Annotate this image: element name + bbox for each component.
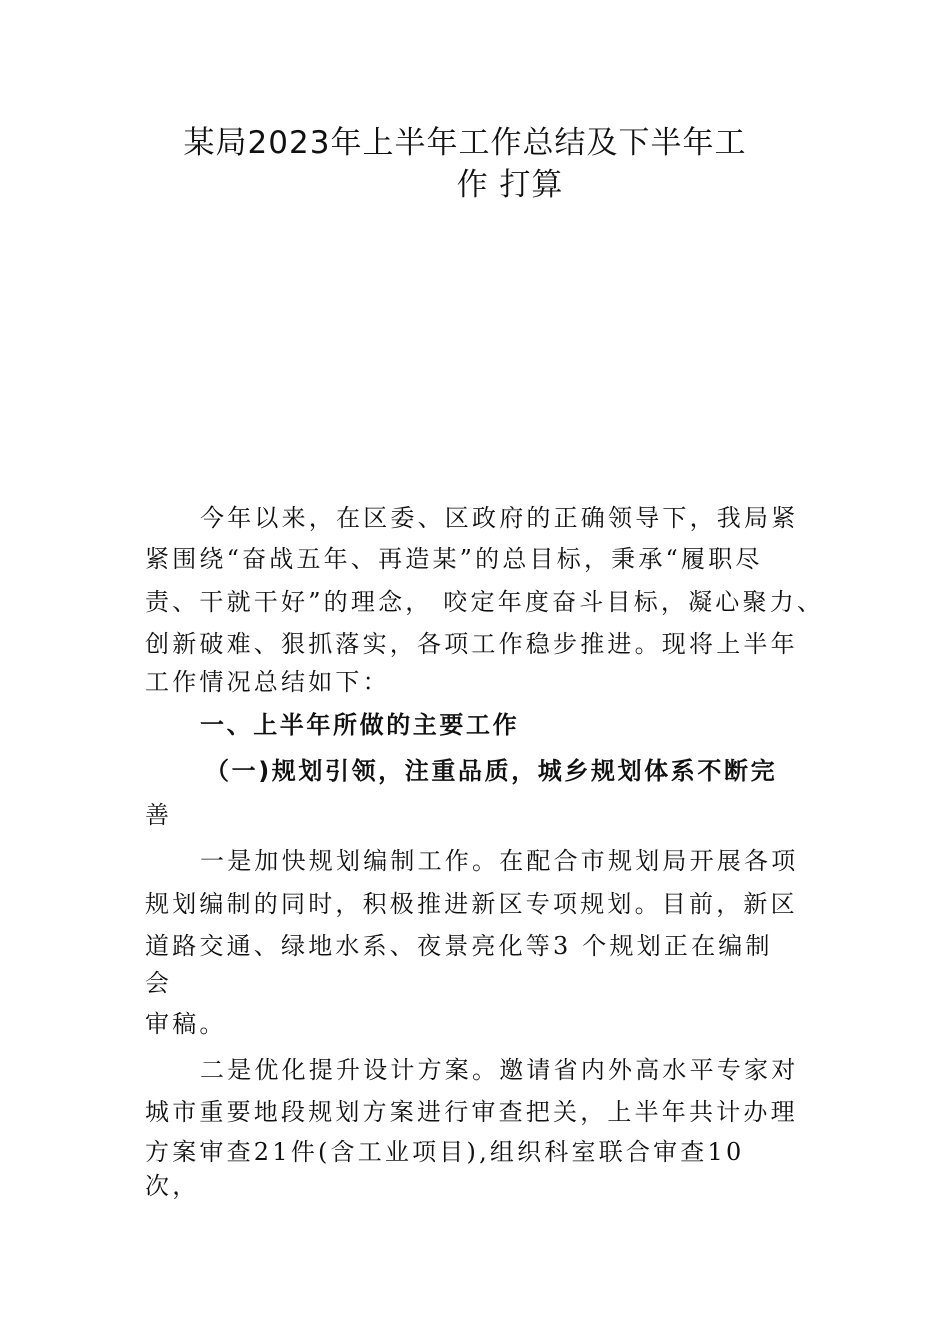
subsection-heading-1-continued: 善 (145, 801, 173, 829)
para1-line-2: 规划编制的同时，积极推进新区专项规划。目前，新区 (145, 890, 798, 918)
intro-line-2: 紧围绕“奋战五年、再造某”的总目标，秉承“履职尽 (145, 545, 763, 573)
document-title-line-1: 某局2023年上半年工作总结及下半年工 (183, 125, 747, 161)
section-heading-1: 一、上半年所做的主要工作 (200, 711, 520, 739)
document-title-line-2: 作 打算 (456, 167, 564, 203)
para2-line-3: 方案审查21件(含工业项目),组织科室联合审查10 (145, 1138, 745, 1166)
intro-line-3: 责、干就干好”的理念， 咬定年度奋斗目标，凝心聚力、 (145, 588, 825, 616)
para1-line-5: 审稿。 (145, 1010, 227, 1038)
intro-line-5: 工作情况总结如下： (145, 668, 390, 696)
subsection-heading-1: （一)规划引领，注重品质，城乡规划体系不断完 (205, 757, 778, 785)
para2-line-4: 次， (145, 1172, 200, 1200)
para2-line-2: 城市重要地段规划方案进行审查把关，上半年共计办理 (145, 1098, 798, 1126)
para2-line-1: 二是优化提升设计方案。邀请省内外高水平专家对 (200, 1056, 799, 1084)
para1-line-1: 一是加快规划编制工作。在配合市规划局开展各项 (200, 847, 799, 875)
intro-line-1: 今年以来，在区委、区政府的正确领导下，我局紧 (200, 504, 799, 532)
intro-line-4: 创新破难、狠抓落实，各项工作稳步推进。现将上半年 (145, 630, 798, 658)
para1-line-4: 会 (145, 969, 173, 997)
para1-line-3: 道路交通、绿地水系、夜景亮化等3 个规划正在编制 (145, 932, 773, 960)
